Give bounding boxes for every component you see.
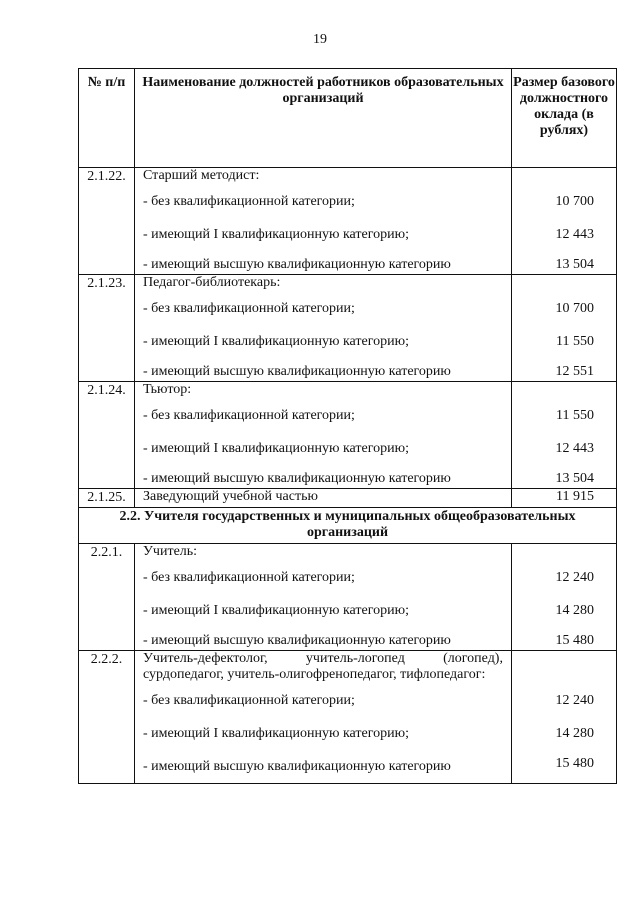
row-item-value: 13 504	[555, 471, 594, 486]
row-name-cell	[135, 382, 512, 489]
section-row	[79, 508, 617, 544]
row-title-word: Учитель-дефектолог,	[143, 651, 268, 666]
header-name: Наименование должностей работников образовательных организаций	[135, 69, 512, 168]
row-title: Педагог-библиотекарь:	[143, 275, 281, 290]
row-value-cell	[512, 382, 617, 489]
header-num: № п/п	[79, 69, 135, 168]
row-name-cell	[135, 168, 512, 275]
row-item-value: 12 240	[555, 569, 594, 585]
row-item-value: 11 550	[556, 333, 594, 349]
row-title-word: (логопед),	[443, 651, 503, 666]
table-row	[79, 168, 617, 275]
table-row	[79, 275, 617, 382]
row-number: 2.1.22.	[79, 168, 135, 275]
row-item-label: - имеющий I квалификационную категорию;	[143, 333, 409, 349]
row-item-label: - без квалификационной категории;	[143, 407, 355, 423]
row-item-value: 14 280	[555, 725, 594, 741]
row-number: 2.2.1.	[79, 544, 135, 651]
row-title: Старший методист:	[143, 168, 260, 183]
salary-table	[78, 68, 617, 784]
row-item-label: - имеющий I квалификационную категорию;	[143, 602, 409, 618]
row-title: Учитель:	[143, 544, 198, 559]
row-item-label: - имеющий I квалификационную категорию;	[143, 226, 409, 242]
row-title-word: учитель-логопед	[305, 651, 405, 666]
row-title: Тьютор:	[143, 382, 192, 397]
header-size: Размер базового должностного оклада (в рублях)	[512, 69, 617, 168]
row-item-label: - имеющий высшую квалификационную категорию	[143, 633, 451, 648]
row-name-cell	[135, 275, 512, 382]
row-value-cell	[512, 651, 617, 784]
row-number: 2.1.23.	[79, 275, 135, 382]
row-number: 2.2.2.	[79, 651, 135, 784]
row-item-label: - без квалификационной категории;	[143, 300, 355, 316]
row-item-label: - имеющий высшую квалификационную категорию	[143, 758, 451, 774]
row-item-label: - без квалификационной категории;	[143, 692, 355, 708]
page-number: 19	[313, 32, 327, 47]
row-number: 2.1.24.	[79, 382, 135, 489]
row-item-value: 11 550	[556, 407, 594, 423]
row-item-value: 10 700	[555, 193, 594, 209]
table-header-row	[79, 69, 617, 168]
row-item-value: 12 551	[555, 364, 594, 379]
row-item-value: 13 504	[555, 257, 594, 272]
row-value-cell	[512, 275, 617, 382]
row-item-value: 15 480	[555, 756, 594, 771]
row-title-line1	[135, 651, 511, 667]
row-item-value: 12 443	[555, 226, 594, 242]
row-item-value: 12 240	[555, 692, 594, 708]
row-item-value: 12 443	[555, 440, 594, 456]
row-item-label: - имеющий высшую квалификационную категорию	[143, 257, 451, 272]
row-value-cell	[512, 168, 617, 275]
row-item-label: - имеющий I квалификационную категорию;	[143, 725, 409, 741]
table-row	[79, 489, 617, 508]
row-item-label: - без квалификационной категории;	[143, 569, 355, 585]
row-item-label: - имеющий высшую квалификационную категорию	[143, 471, 451, 486]
section-title: 2.2. Учителя государственных и муниципальных общеобразовательных организаций	[79, 508, 617, 544]
row-item-label: - без квалификационной категории;	[143, 193, 355, 209]
row-title: Заведующий учебной частью	[135, 489, 512, 508]
table-row	[79, 382, 617, 489]
row-value: 11 915	[512, 489, 617, 508]
table-row	[79, 544, 617, 651]
row-item-value: 14 280	[555, 602, 594, 618]
row-number: 2.1.25.	[79, 489, 135, 508]
row-item-label: - имеющий I квалификационную категорию;	[143, 440, 409, 456]
table-row	[79, 651, 617, 784]
row-name-cell	[135, 651, 512, 784]
row-name-cell	[135, 544, 512, 651]
row-item-value: 10 700	[555, 300, 594, 316]
row-item-label: - имеющий высшую квалификационную категорию	[143, 364, 451, 379]
row-item-value: 15 480	[555, 633, 594, 648]
row-title-line2: сурдопедагог, учитель-олигофренопедагог, тифлопедагог:	[143, 667, 486, 682]
row-value-cell	[512, 544, 617, 651]
